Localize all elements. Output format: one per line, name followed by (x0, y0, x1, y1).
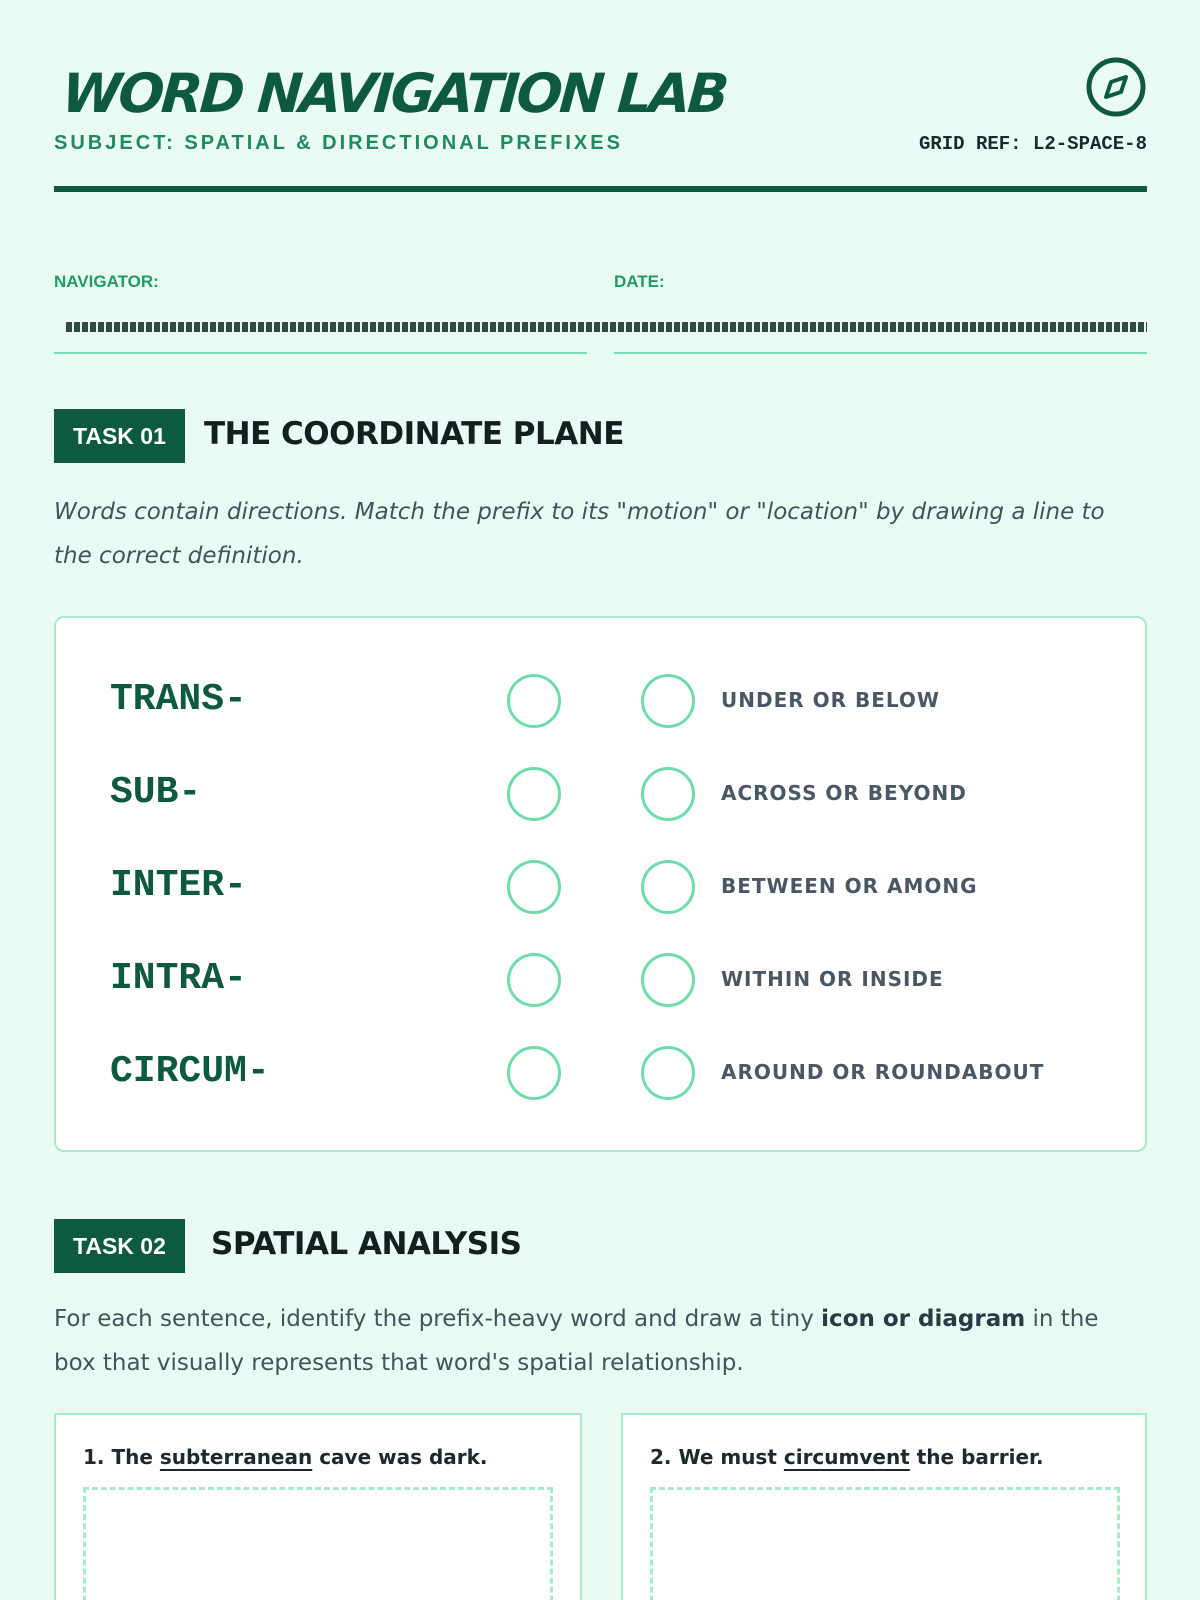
date-field[interactable] (614, 352, 1147, 354)
prefix-label: CIRCUM- (110, 1050, 270, 1093)
compass-icon (1085, 56, 1147, 118)
instructions-text: For each sentence, identify the prefix-heavy word and draw a tiny (54, 1306, 822, 1332)
instructions-emphasis: icon or diagram (821, 1306, 1026, 1332)
sentence-tail: the barrier. (909, 1445, 1044, 1469)
prefix-word: circumvent (783, 1445, 910, 1469)
drawing-box[interactable] (650, 1487, 1120, 1600)
task-02-badge: TASK 02 (54, 1219, 185, 1273)
match-row (56, 856, 1149, 916)
prefix-word: subterranean (159, 1445, 313, 1469)
page-title: WORD NAVIGATION LAB (59, 62, 729, 125)
prefix-connector-dot[interactable] (507, 674, 561, 728)
definition-connector-dot[interactable] (641, 953, 695, 1007)
definition-label: BETWEEN OR AMONG (721, 874, 978, 898)
matching-card (54, 616, 1147, 1152)
sentence-card-1 (54, 1413, 582, 1600)
task-02-title: SPATIAL ANALYSIS (211, 1226, 522, 1262)
header-divider (54, 186, 1147, 192)
navigator-field[interactable] (54, 352, 587, 354)
sentence-lead: 1. The (83, 1445, 160, 1469)
scribble-marks (66, 322, 1147, 332)
prefix-connector-dot[interactable] (507, 953, 561, 1007)
worksheet-page (54, 0, 1147, 1600)
sentence-tail: cave was dark. (312, 1445, 488, 1469)
match-row (56, 763, 1149, 823)
prefix-label: TRANS- (110, 678, 247, 721)
instructions-text: in the box that visually represents that word's spatial relationship. (54, 1306, 1099, 1376)
prefix-connector-dot[interactable] (507, 767, 561, 821)
prefix-connector-dot[interactable] (507, 860, 561, 914)
task-01-badge: TASK 01 (54, 409, 185, 463)
sentence-lead: 2. We must (650, 1445, 784, 1469)
subject-line: SUBJECT: SPATIAL & DIRECTIONAL PREFIXES (54, 132, 623, 154)
sentence-text (650, 1445, 1044, 1469)
definition-label: ACROSS OR BEYOND (721, 781, 967, 805)
definition-connector-dot[interactable] (641, 674, 695, 728)
prefix-label: INTRA- (110, 957, 247, 1000)
task-01-title: THE COORDINATE PLANE (204, 416, 624, 452)
definition-connector-dot[interactable] (641, 1046, 695, 1100)
prefix-label: INTER- (110, 864, 247, 907)
prefix-connector-dot[interactable] (507, 1046, 561, 1100)
definition-connector-dot[interactable] (641, 860, 695, 914)
sentence-text (83, 1445, 488, 1469)
definition-label: AROUND OR ROUNDABOUT (721, 1060, 1045, 1084)
match-row (56, 949, 1149, 1009)
match-row (56, 1042, 1149, 1102)
definition-label: WITHIN OR INSIDE (721, 967, 944, 991)
date-label: DATE: (614, 272, 665, 291)
sentence-card-2 (621, 1413, 1147, 1600)
navigator-label: NAVIGATOR: (54, 272, 159, 291)
task-01-instructions: Words contain directions. Match the prefix to its "motion" or "location" by drawing a line to the correct definition. (54, 499, 1105, 569)
grid-reference: GRID REF: L2-SPACE-8 (918, 133, 1147, 155)
drawing-box[interactable] (83, 1487, 553, 1600)
prefix-label: SUB- (110, 771, 202, 814)
match-row (56, 670, 1149, 730)
definition-connector-dot[interactable] (641, 767, 695, 821)
definition-label: UNDER OR BELOW (721, 688, 940, 712)
task-02-instructions (54, 1297, 1147, 1385)
